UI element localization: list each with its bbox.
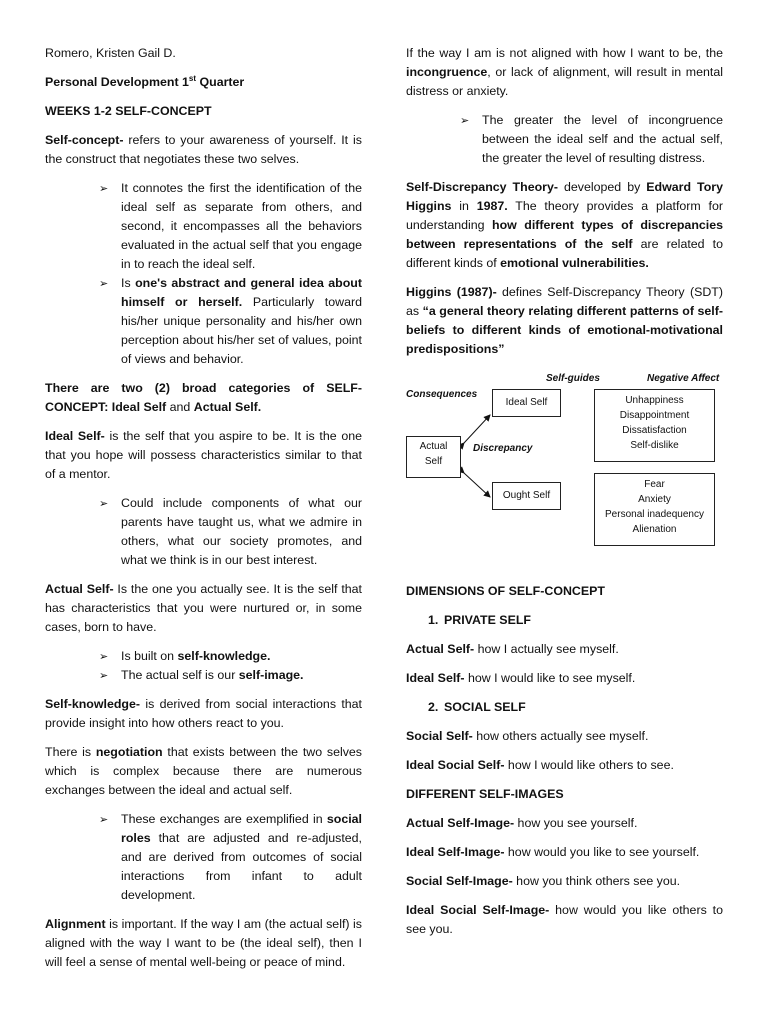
bullet-bold: self-image.: [238, 668, 304, 682]
affect-item: Alienation: [632, 524, 677, 535]
bullet-bold: self-knowledge.: [177, 649, 271, 663]
label-self-guides: Self-guides: [546, 373, 600, 384]
arrow-actual-to-ought: [464, 473, 490, 497]
sdt-text: developed by: [558, 180, 647, 194]
course-quarter: Quarter: [196, 75, 245, 89]
course-title: [45, 73, 362, 92]
sdt-bold: how different types of discrepancies between representations of the self: [406, 218, 724, 251]
self-concept-text: refers to your awareness of yourself. It is the construct that negotiates these two selves.: [45, 133, 362, 166]
course-name: Personal Development 1: [45, 75, 189, 89]
box-ought-self: Ought Self: [492, 482, 561, 510]
incongruence-paragraph: [406, 44, 723, 101]
sdt-text: The theory provides a platform for understanding: [406, 199, 723, 232]
higgins-paragraph: [406, 283, 723, 359]
categories-and: and: [166, 400, 194, 414]
private-actual-self: [406, 640, 723, 659]
self-images-heading: [406, 785, 723, 804]
bullet-text: Is built on: [121, 649, 178, 663]
actual-self-bullets: [45, 647, 362, 685]
social-self-image: [406, 872, 723, 891]
dimensions-heading-text: DIMENSIONS OF SELF-CONCEPT: [406, 584, 605, 598]
ideal-social-self: [406, 756, 723, 775]
incongruence-text: , or lack of alignment, will result in mental distress or anxiety.: [406, 65, 723, 98]
affect-item: Anxiety: [638, 494, 671, 505]
ideal-self-definition: [45, 427, 362, 484]
higgins-term: Higgins (1987)-: [406, 285, 497, 299]
ideal-self-text: is the self that you aspire to be. It is the one that you hope will possess characteristics similar to that of a mentor.: [45, 429, 362, 481]
self-knowledge-definition: [45, 695, 362, 733]
alignment-paragraph: [45, 915, 362, 972]
term: Actual Self-Image-: [406, 816, 515, 830]
definition: how I would like to see myself.: [464, 671, 636, 685]
box-actual-line: Actual: [419, 441, 448, 452]
affect-item: Self-dislike: [630, 440, 679, 451]
bullet-item: [121, 810, 362, 905]
box-ought-affect: [594, 473, 715, 546]
higgins-quote: “a general theory relating different patterns of self-beliefs to different kinds of emotional-motivational predispositions”: [406, 304, 724, 356]
social-self-label: SOCIAL SELF: [444, 700, 526, 714]
sdt-year: 1987.: [476, 199, 508, 213]
right-column: [406, 44, 723, 949]
box-ideal-self: Ideal Self: [492, 389, 561, 417]
self-concept-term: Self-concept-: [45, 133, 124, 147]
self-knowledge-text: is derived from social interactions that provide insight into how others react to you.: [45, 697, 362, 730]
affect-item: Personal inadequency: [605, 509, 704, 520]
label-consequences: Consequences: [406, 389, 478, 400]
bullet-text: The actual self is our: [121, 668, 239, 682]
sdt-bold: emotional vulnerabilities.: [500, 256, 649, 270]
alignment-bold: Alignment: [45, 917, 106, 931]
course-superscript: st: [188, 73, 197, 83]
negotiation-bold: negotiation: [95, 745, 163, 759]
term: Social Self-Image-: [406, 874, 513, 888]
negotiation-bullets: [45, 810, 362, 905]
actual-self-text: Is the one you actually see. It is the self that has characteristics that you were nurtured or, in some cases, born to have.: [45, 582, 362, 634]
bullet-item: ➢ Could include components of what our parents have taught us, what we admire in others, what our society promotes, and what we think is in our best interest.: [121, 494, 362, 570]
definition: how you think others see you.: [512, 874, 681, 888]
bullet-text: Is: [121, 276, 136, 290]
bullet-item: ➢ It connotes the first the identification of the ideal self as separate from others, and second, it encompasses all the behaviors evaluated in the actual self that you engage in to reach the ideal self.: [121, 179, 362, 274]
negotiation-text: that exists between the two selves which is complex because there are numerous exchanges between the ideal and actual self.: [45, 745, 362, 797]
weeks-heading-text: WEEKS 1-2 SELF-CONCEPT: [45, 104, 212, 118]
box-ideal-affect: [594, 389, 715, 462]
list-number: 1.: [428, 613, 439, 627]
bullet-text: that are adjusted and re-adjusted, and are derived from outcomes of social interactions from infant to adult development.: [121, 831, 362, 902]
affect-item: Unhappiness: [625, 395, 684, 406]
dimensions-heading: [406, 582, 723, 601]
affect-item: Dissatisfaction: [622, 425, 687, 436]
incongruence-bullets: [406, 111, 723, 168]
incongruence-bold: incongruence: [406, 65, 488, 79]
affect-item: Fear: [644, 479, 665, 490]
term: Actual Self-: [406, 642, 475, 656]
bullet-bold: social roles: [121, 812, 362, 845]
bullet-item: ➢ The greater the level of incongruence between the ideal self and the actual self, the greater the level of resulting distress.: [482, 111, 723, 168]
list-number: 2.: [428, 700, 439, 714]
self-knowledge-term: Self-knowledge-: [45, 697, 141, 711]
sdt-term: Self-Discrepancy Theory-: [406, 180, 558, 194]
definition: how others actually see myself.: [472, 729, 649, 743]
higgins-text: defines Self-Discrepancy Theory (SDT) as: [406, 285, 723, 318]
categories-paragraph: [45, 379, 362, 417]
left-column: [45, 44, 362, 982]
categories-bold: Actual Self.: [193, 400, 262, 414]
sdt-author: Edward Tory Higgins: [406, 180, 723, 213]
negotiation-paragraph: [45, 743, 362, 800]
social-self: [406, 727, 723, 746]
negotiation-text: There is: [45, 745, 96, 759]
self-discrepancy-diagram: [406, 369, 723, 564]
ideal-self-bullets: [45, 494, 362, 570]
label-discrepancy: Discrepancy: [473, 443, 533, 454]
sdt-text: in: [451, 199, 477, 213]
ideal-self-image: [406, 843, 723, 862]
sdt-text: are related to different kinds of: [406, 237, 723, 270]
actual-self-term: Actual Self-: [45, 582, 114, 596]
self-concept-definition: [45, 131, 362, 169]
private-ideal-self: [406, 669, 723, 688]
bullet-item: [121, 647, 362, 666]
sdt-paragraph: [406, 178, 723, 273]
ideal-self-term: Ideal Self-: [45, 429, 105, 443]
term: Ideal Self-: [406, 671, 465, 685]
term: Ideal Self-Image-: [406, 845, 505, 859]
bullet-item: [121, 274, 362, 369]
term: Ideal Social Self-Image-: [406, 903, 550, 917]
ideal-social-self-image: [406, 901, 723, 939]
box-actual-self: [406, 436, 461, 478]
self-concept-bullets: [45, 179, 362, 369]
term: Social Self-: [406, 729, 473, 743]
weeks-heading: [45, 102, 362, 121]
categories-bold: There are two (2) broad categories of SELF-CONCEPT: Ideal Self: [45, 381, 362, 414]
actual-self-image: [406, 814, 723, 833]
label-negative-affect: Negative Affect: [647, 373, 720, 384]
author-name: Romero, Kristen Gail D.: [45, 46, 176, 60]
definition: how would you like to see yourself.: [504, 845, 700, 859]
private-self-heading: [406, 611, 723, 630]
bullet-text: Particularly toward his/her unique personality and his/her own perception about his/her set of values, point of views and behavior.: [121, 295, 362, 366]
bullet-bold: one's abstract and general idea about himself or herself.: [121, 276, 362, 309]
box-actual-line: Self: [424, 456, 443, 467]
definition: how you see yourself.: [514, 816, 638, 830]
private-self-label: PRIVATE SELF: [444, 613, 531, 627]
social-self-heading: [406, 698, 723, 717]
definition: how would you like others to see you.: [406, 903, 723, 936]
bullet-text: These exchanges are exemplified in: [121, 812, 327, 826]
term: Ideal Social Self-: [406, 758, 505, 772]
definition: how I actually see myself.: [474, 642, 619, 656]
alignment-text: is important. If the way I am (the actual self) is aligned with the way I want to be (the ideal self), then I will feel a sense of mental well-being or peace of mind.: [45, 917, 362, 969]
bullet-item: [121, 666, 362, 685]
self-images-heading-text: DIFFERENT SELF-IMAGES: [406, 787, 564, 801]
definition: how I would like others to see.: [504, 758, 674, 772]
affect-item: Disappointment: [619, 410, 690, 421]
incongruence-text: If the way I am is not aligned with how I want to be, the: [406, 46, 723, 60]
actual-self-definition: [45, 580, 362, 637]
